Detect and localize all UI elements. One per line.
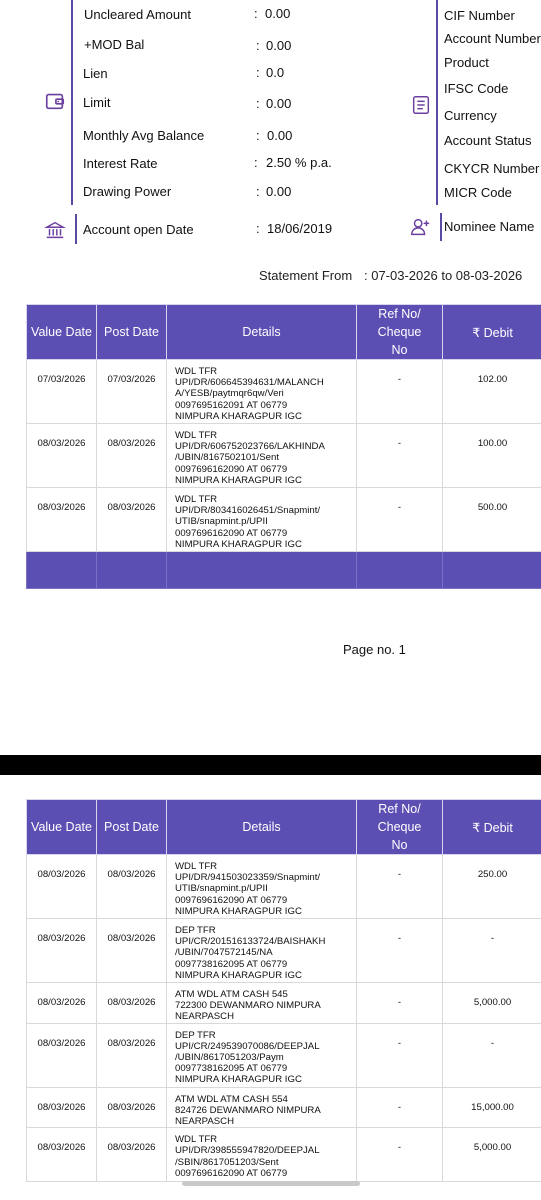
label-ifsc-code: IFSC Code (444, 81, 509, 96)
table-row (27, 1087, 541, 1128)
label-limit: Limit (83, 95, 111, 110)
cell-details: DEP TFR UPI/CR/249539070086/DEEPJAL /UBIN/8617051203/Paym 0097738162095 AT 06779 NIMPURA KHARAGPUR IGC (175, 1029, 320, 1086)
cell-ref: - (397, 1142, 402, 1154)
header-debit: ₹ Debit (443, 800, 541, 855)
cell-debit: - (490, 1037, 495, 1049)
divider-left-2 (75, 214, 77, 244)
cell-details: WDL TFR UPI/DR/606752023766/LAKHINDA /UBIN/8167502101/Sent 0097696162090 AT 06779 NIMPURA KHARAGPUR IGC (175, 430, 325, 486)
cell-value-date: 07/03/2026 (37, 374, 86, 385)
bank-icon (44, 219, 66, 241)
home-indicator[interactable] (182, 1181, 360, 1186)
label-account-open-date: Account open Date (83, 222, 194, 237)
header-value-date: Value Date (27, 305, 97, 360)
header-ref-no: Ref No/ Cheque No (357, 305, 443, 360)
cell-value-date: 08/03/2026 (37, 997, 86, 1008)
label-interest-rate: Interest Rate (83, 156, 158, 171)
value-interest-rate: 2.50 % p.a. (266, 155, 332, 170)
cell-ref: - (397, 438, 402, 449)
transactions-table-page1 (26, 304, 541, 589)
label-monthly-avg-balance: Monthly Avg Balance (83, 128, 205, 143)
label-account-status: Account Status (444, 133, 532, 148)
colon: : (254, 155, 258, 170)
cell-value-date: 08/03/2026 (37, 869, 86, 880)
label-mod-bal: +MOD Bal (84, 37, 145, 52)
wallet-icon (44, 90, 66, 112)
cell-ref: - (397, 374, 402, 385)
value-lien: 0.0 (266, 65, 285, 80)
label-drawing-power: Drawing Power (83, 184, 172, 199)
value-account-open-date: 18/06/2019 (267, 221, 333, 236)
cell-details: ATM WDL ATM CASH 554 824726 DEWANMARO NIMPURA NEARPASCH (175, 1093, 321, 1128)
colon: : (256, 221, 260, 236)
header-post-date: Post Date (97, 800, 167, 855)
cell-post-date: 08/03/2026 (107, 1142, 156, 1154)
label-currency: Currency (444, 108, 497, 123)
colon: : (256, 38, 260, 53)
cell-value-date: 08/03/2026 (37, 1037, 86, 1049)
cell-debit: 500.00 (477, 502, 508, 513)
table-row (27, 424, 541, 488)
cell-value-date: 08/03/2026 (37, 1101, 86, 1113)
label-nominee-name: Nominee Name (444, 219, 535, 234)
label-ckycr-number: CKYCR Number (444, 161, 540, 176)
statement-from-label: Statement From (259, 268, 353, 283)
cell-post-date: 07/03/2026 (107, 374, 156, 385)
value-limit: 0.00 (266, 96, 292, 111)
cell-debit: 5,000.00 (473, 997, 512, 1008)
cell-ref: - (397, 502, 402, 513)
colon: : (256, 65, 260, 80)
cell-ref: - (397, 1101, 402, 1113)
header-details: Details (167, 800, 357, 855)
page-number: Page no. 1 (343, 642, 406, 657)
colon: : (256, 184, 260, 199)
table-row (27, 488, 541, 552)
cell-post-date: 08/03/2026 (107, 1037, 156, 1049)
add-person-icon (409, 216, 431, 238)
cell-debit: 100.00 (477, 438, 508, 449)
label-cif-number: CIF Number (444, 8, 515, 23)
cell-post-date: 08/03/2026 (107, 869, 156, 880)
header-debit: ₹ Debit (443, 305, 541, 360)
cell-value-date: 08/03/2026 (37, 1142, 86, 1154)
cell-details: DEP TFR UPI/CR/201516133724/BAISHAKH /UBIN/7047572145/NA 0097738162095 AT 06779 NIMPURA KHARAGPUR IGC (175, 925, 326, 981)
table-row (27, 1023, 541, 1087)
table-header-row (27, 305, 541, 360)
cell-debit: 5,000.00 (473, 1142, 512, 1154)
header-details: Details (167, 305, 357, 360)
cell-value-date: 08/03/2026 (37, 438, 86, 449)
label-product: Product (444, 55, 489, 70)
header-post-date: Post Date (97, 305, 167, 360)
cell-post-date: 08/03/2026 (107, 1101, 156, 1113)
divider-left (71, 0, 73, 205)
label-account-number: Account Number (444, 31, 541, 46)
cell-debit: - (490, 933, 495, 944)
colon: : (256, 128, 260, 143)
value-mod-bal: 0.00 (266, 38, 292, 53)
table-row (27, 360, 541, 424)
label-lien: Lien (83, 66, 108, 81)
table-header-row (27, 800, 541, 855)
table-row (27, 855, 541, 919)
cell-details: WDL TFR UPI/DR/398555947820/DEEPJAL /SBIN/8617051203/Sent 0097696162090 AT 06779 (175, 1134, 320, 1179)
transactions-table-page2 (26, 799, 541, 1182)
cell-post-date: 08/03/2026 (107, 438, 156, 449)
cell-debit: 250.00 (477, 869, 508, 880)
cell-debit: 15,000.00 (471, 1101, 514, 1113)
cell-details: WDL TFR UPI/DR/606645394631/MALANCH A/YESB/paytmqr6qw/Veri 0097695162091 AT 06779 NIMPURA KHARAGPUR IGC (175, 366, 324, 422)
cell-details: ATM WDL ATM CASH 545 722300 DEWANMARO NIMPURA NEARPASCH (175, 989, 321, 1023)
table-row (27, 983, 541, 1024)
cell-post-date: 08/03/2026 (107, 997, 156, 1008)
value-uncleared-amount: 0.00 (265, 6, 291, 21)
cell-ref: - (397, 869, 402, 880)
table-row (27, 919, 541, 983)
page-separator (0, 755, 541, 775)
cell-ref: - (397, 933, 402, 944)
cell-post-date: 08/03/2026 (107, 933, 156, 944)
label-uncleared-amount: Uncleared Amount (84, 7, 191, 22)
colon: : (254, 6, 258, 21)
cell-debit: 102.00 (477, 374, 508, 385)
cell-value-date: 08/03/2026 (37, 933, 86, 944)
divider-right (436, 0, 438, 205)
header-value-date: Value Date (27, 800, 97, 855)
table-row (27, 1128, 541, 1182)
divider-right-2 (440, 213, 442, 241)
cell-details: WDL TFR UPI/DR/803416026451/Snapmint/ UTIB/snapmint.p/UPII 0097696162090 AT 06779 NIMPURA KHARAGPUR IGC (175, 494, 321, 550)
value-monthly-avg-balance: 0.00 (267, 128, 293, 143)
colon: : (256, 96, 260, 111)
cell-post-date: 08/03/2026 (107, 502, 156, 513)
header-ref-no: Ref No/ Cheque No (357, 800, 443, 855)
document-icon (410, 94, 432, 116)
cell-ref: - (397, 997, 402, 1008)
cell-value-date: 08/03/2026 (37, 502, 86, 513)
value-drawing-power: 0.00 (266, 184, 292, 199)
table-footer-row (27, 552, 541, 589)
statement-range: : 07-03-2026 to 08-03-2026 (364, 268, 523, 283)
cell-details: WDL TFR UPI/DR/941503023359/Snapmint/ UTIB/snapmint.p/UPII 0097696162090 AT 06779 NIMPURA KHARAGPUR IGC (175, 861, 321, 917)
cell-ref: - (397, 1037, 402, 1049)
label-micr-code: MICR Code (444, 185, 512, 200)
